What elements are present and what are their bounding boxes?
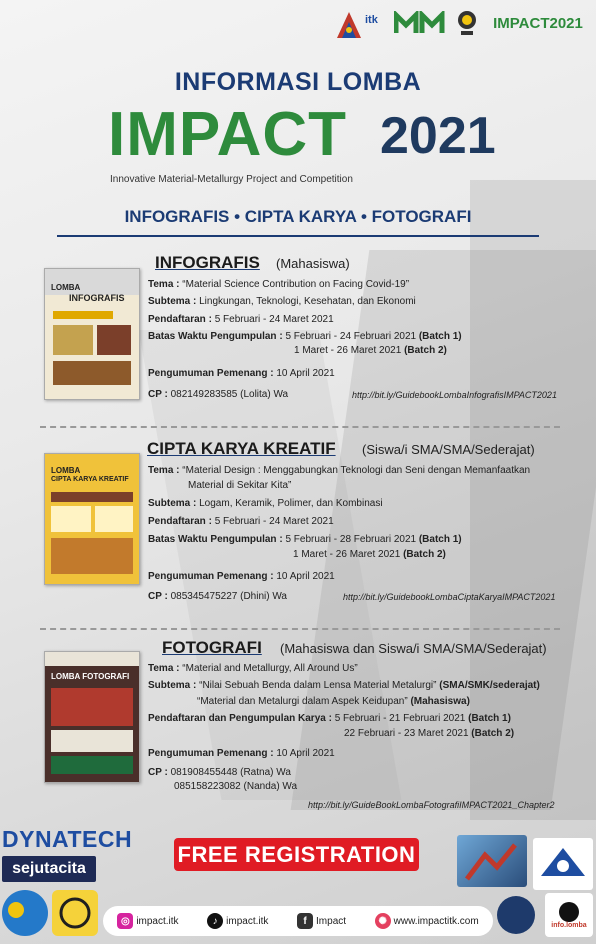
poster-title: INFOGRAFIS: [69, 293, 125, 303]
pengumuman-value: 10 April 2021: [276, 748, 335, 759]
cp-label: CP :: [148, 767, 168, 778]
instagram-handle: impact.itk: [136, 915, 179, 927]
cp-value: 082149283585 (Lolita) Wa: [170, 389, 289, 400]
facebook-link[interactable]: [297, 913, 346, 929]
batch1-date: 5 Februari - 24 Februari 2021: [285, 331, 417, 342]
pengumuman-value: 10 April 2021: [276, 571, 335, 582]
batas-waktu-label: Batas Waktu Pengumpulan :: [148, 331, 283, 342]
batch2-tag: (Batch 2): [471, 728, 515, 739]
impact-subtitle: Innovative Material-Metallurgy Project and Competition: [110, 174, 353, 185]
impact-small-logo: IMPACT2021: [493, 14, 583, 32]
cipta-karya-guidebook-link[interactable]: http://bit.ly/GuidebookLombaCiptaKaryaIMPACT2021: [343, 592, 556, 602]
subtema-tag: (SMA/SMK/sederajat): [439, 680, 540, 691]
impact-year: 2021: [380, 107, 496, 165]
fotografi-audience: (Mahasiswa dan Siswa/i SMA/SMA/Sederajat): [280, 641, 547, 656]
batas-waktu-label: Batas Waktu Pengumpulan :: [148, 534, 283, 545]
tema-label: Tema :: [148, 279, 180, 290]
batch2-date: 22 Februari - 23 Maret 2021: [344, 728, 469, 739]
cp-label: CP :: [148, 591, 168, 602]
tema-value: “Material Science Contribution on Facing Covid-19”: [182, 279, 410, 290]
section-divider: [40, 426, 560, 428]
website-link[interactable]: [375, 913, 479, 929]
website-url: www.impactitk.com: [393, 915, 479, 927]
categories-heading: INFOGRAFIS • CIPTA KARYA • FOTOGRAFI: [124, 207, 472, 226]
event-partner-logo: [52, 890, 98, 936]
poster-title: LOMBA FOTOGRAFI: [51, 672, 130, 681]
info-lomba-text: info.lomba: [551, 921, 587, 929]
dynatech-logo: DYNATECH: [2, 826, 133, 852]
poster-title: CIPTA KARYA KREATIF: [51, 476, 129, 483]
batch2-date: 1 Maret - 26 Maret 2021: [293, 549, 401, 560]
tiktok-handle: impact.itk: [226, 915, 269, 927]
tema-label: Tema :: [148, 465, 180, 476]
tiktok-link[interactable]: [207, 913, 268, 929]
subtema-tag-2: (Mahasiswa): [410, 696, 470, 707]
pendaftaran-label: Pendaftaran :: [148, 516, 212, 527]
fotografi-poster: [44, 651, 140, 783]
infografis-guidebook-link[interactable]: http://bit.ly/GuidebookLombaInfografisIMPACT2021: [352, 390, 557, 400]
pengumuman-label: Pengumuman Pemenang :: [148, 368, 274, 379]
subtema-label: Subtema :: [148, 498, 197, 509]
cp-value-2: 085158223082 (Nanda) Wa: [174, 781, 298, 792]
cp-value: 085345475227 (Dhini) Wa: [170, 591, 287, 602]
poster-title: LOMBA: [51, 283, 81, 292]
social-media-bar: [103, 906, 493, 936]
info-lomba-logo: [545, 893, 593, 937]
itk-text: itk: [365, 14, 378, 26]
instagram-link[interactable]: [117, 913, 178, 929]
tema-value: “Material Design : Menggabungkan Teknologi dan Seni dengan Memanfaatkan: [182, 465, 531, 476]
tema-value: “Material and Metallurgy, All Around Us”: [182, 663, 358, 674]
infografis-poster: [44, 268, 140, 400]
sponsor-image: [457, 835, 527, 887]
pendaftaran-value: 5 Februari - 24 Maret 2021: [214, 516, 334, 527]
itk-logo: [334, 8, 364, 42]
info-lomba-title: INFORMASI LOMBA: [174, 68, 422, 96]
subtema-label: Subtema :: [148, 680, 197, 691]
divider: [57, 235, 539, 237]
batch1-date: 5 Februari - 21 Februari 2021: [334, 713, 466, 724]
section-divider: [40, 628, 560, 630]
batch1-tag: (Batch 1): [418, 331, 462, 342]
subtema-value: “Nilai Sebuah Benda dalam Lensa Material Metalurgi”: [199, 680, 437, 691]
batch2-tag: (Batch 2): [403, 549, 446, 560]
batch1-tag: (Batch 1): [468, 713, 511, 724]
tema-label: Tema :: [148, 663, 180, 674]
pendaftaran-value: 5 Februari - 24 Maret 2021: [214, 314, 334, 325]
info-lomba-indonesia-logo: [497, 896, 535, 934]
poster-title: LOMBA: [51, 466, 81, 475]
pengumuman-label: Pengumuman Pemenang :: [148, 571, 274, 582]
subtema-value: Lingkungan, Teknologi, Kesehatan, dan Ekonomi: [199, 296, 416, 307]
batch2-date: 1 Maret - 26 Maret 2021: [294, 345, 402, 356]
pendaftaran-label: Pendaftaran dan Pengumpulan Karya :: [148, 713, 332, 724]
globe-icon: ✺: [375, 913, 391, 929]
mm-logo: [394, 8, 446, 38]
infografis-heading: INFOGRAFIS: [155, 253, 260, 272]
tema-value-line2: Material di Sekitar Kita”: [188, 480, 292, 491]
cp-label: CP :: [148, 389, 168, 400]
sejutacita-logo: sejutacita: [2, 856, 96, 882]
tiktok-icon: ♪: [207, 913, 223, 929]
facebook-handle: Impact: [316, 915, 347, 927]
cipta-karya-audience: (Siswa/i SMA/SMA/Sederajat): [362, 442, 535, 457]
subtema-value: Logam, Keramik, Polimer, dan Kombinasi: [199, 498, 383, 509]
batch2-tag: (Batch 2): [404, 345, 447, 356]
cipta-karya-poster: [44, 453, 140, 585]
subtema-label: Subtema :: [148, 296, 197, 307]
cipta-karya-heading: CIPTA KARYA KREATIF: [147, 439, 336, 458]
facebook-icon: f: [297, 913, 313, 929]
pengumuman-value: 10 April 2021: [276, 368, 335, 379]
pengumuman-label: Pengumuman Pemenang :: [148, 748, 274, 759]
batch1-date: 5 Februari - 28 Februari 2021: [285, 534, 417, 545]
media-partner-logo: [2, 890, 48, 936]
subtema-value-2: “Material dan Metalurgi dalam Aspek Keidupan”: [197, 696, 408, 707]
bg-building-shape: [470, 180, 596, 820]
impact-logo-word: IMPACT: [108, 100, 348, 169]
sponsor-logo: [533, 838, 593, 890]
free-registration-banner[interactable]: FREE REGISTRATION: [174, 838, 419, 871]
instagram-icon: ◎: [117, 913, 133, 929]
fotografi-guidebook-link[interactable]: http://bit.ly/GuideBookLombaFotografiIMPACT2021_Chapter2: [308, 800, 555, 810]
hma-logo: [455, 8, 479, 38]
batch1-tag: (Batch 1): [418, 534, 462, 545]
cp-value: 081908455448 (Ratna) Wa: [170, 767, 291, 778]
pendaftaran-label: Pendaftaran :: [148, 314, 212, 325]
fotografi-heading: FOTOGRAFI: [162, 638, 262, 657]
infografis-audience: (Mahasiswa): [276, 256, 350, 271]
